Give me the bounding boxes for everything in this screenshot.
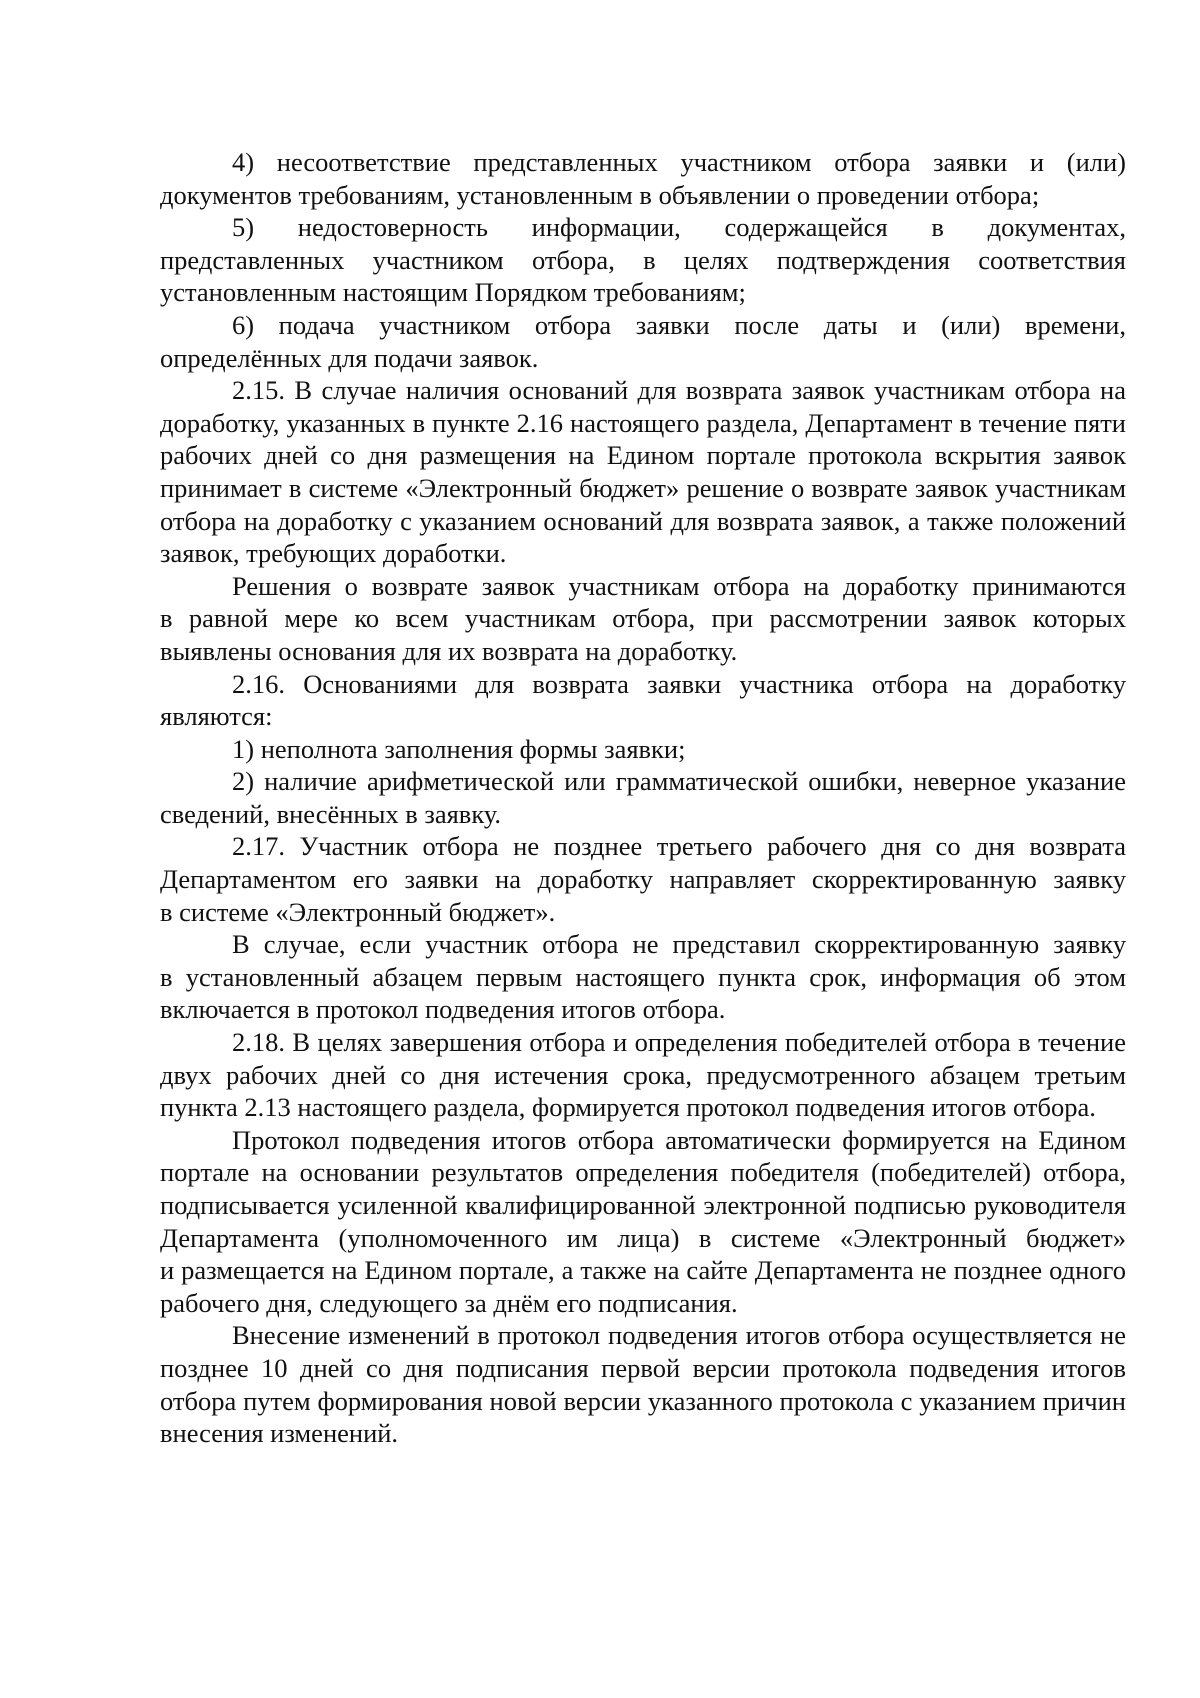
paragraph-2-17: 2.17. Участник отбора не позднее третьего рабочего дня со дня возврата Департаментом его заявки на доработку направляет скорректированную заявку в системе «Электронный бюджет». xyxy=(160,831,1126,927)
paragraph-protocol-changes: Внесение изменений в протокол подведения итогов отбора осуществляется не позднее 10 дней со дня подписания первой версии протокола подведения итогов отбора путем формирования новой версии указанного протокола с указанием причин внесения изменений. xyxy=(160,1320,1126,1449)
paragraph-ground-2: 2) наличие арифметической или грамматической ошибки, неверное указание сведений, внесённых в заявку. xyxy=(160,766,1126,829)
paragraph-2-18: 2.18. В целях завершения отбора и определения победителей отбора в течение двух рабочих дней со дня истечения срока, предусмотренного абзацем третьим пункта 2.13 настоящего раздела, формируется протокол подведения итогов отбора. xyxy=(160,1027,1126,1123)
document-body xyxy=(160,146,1126,1450)
paragraph-ground-1: 1) неполнота заполнения формы заявки; xyxy=(232,733,686,764)
paragraph-6-late-submission: 6) подача участником отбора заявки после даты и (или) времени, определённых для подачи заявок. xyxy=(160,309,1126,373)
paragraph-protocol-formation: Протокол подведения итогов отбора автоматически формируется на Едином портале на основании результатов определения победителя (победителей) отбора, подписывается усиленной квалифицированной электронной подписью руководителя Департамента (уполномоченного им лица) в системе «Электронный бюджет» и размещается на Едином портале, а также на сайте Департамента не позднее одного рабочего дня, следующего за днём его подписания. xyxy=(160,1124,1126,1318)
paragraph-2-15: 2.15. В случае наличия оснований для возврата заявок участникам отбора на доработку, указанных в пункте 2.16 настоящего раздела, Департамент в течение пяти рабочих дней со дня размещения на Едином портале протокола вскрытия заявок принимает в системе «Электронный бюджет» решение о возврате заявок участникам отбора на доработку с указанием оснований для возврата заявок, а также положений заявок, требующих доработки. xyxy=(160,375,1126,569)
paragraph-4-noncompliance: 4) несоответствие представленных участником отбора заявки и (или) документов требованиям, установленным в объявлении о проведении отбора; xyxy=(160,147,1126,210)
paragraph-5-unreliable-info: 5) недостоверность информации, содержащейся в документах, представленных участником отбора, в целях подтверждения соответствия установленным настоящим Порядком требованиям; xyxy=(160,212,1126,308)
paragraph-not-resubmitted: В случае, если участник отбора не представил скорректированную заявку в установленный абзацем первым настоящего пункта срок, информация об этом включается в протокол подведения итогов отбора. xyxy=(160,929,1126,1025)
paragraph-2-16: 2.16. Основаниями для возврата заявки участника отбора на доработку являются: xyxy=(160,668,1126,732)
paragraph-return-decisions: Решения о возврате заявок участникам отбора на доработку принимаются в равной мере ко всем участникам отбора, при рассмотрении заявок которых выявлены основания для их возврата на доработку. xyxy=(160,570,1126,666)
